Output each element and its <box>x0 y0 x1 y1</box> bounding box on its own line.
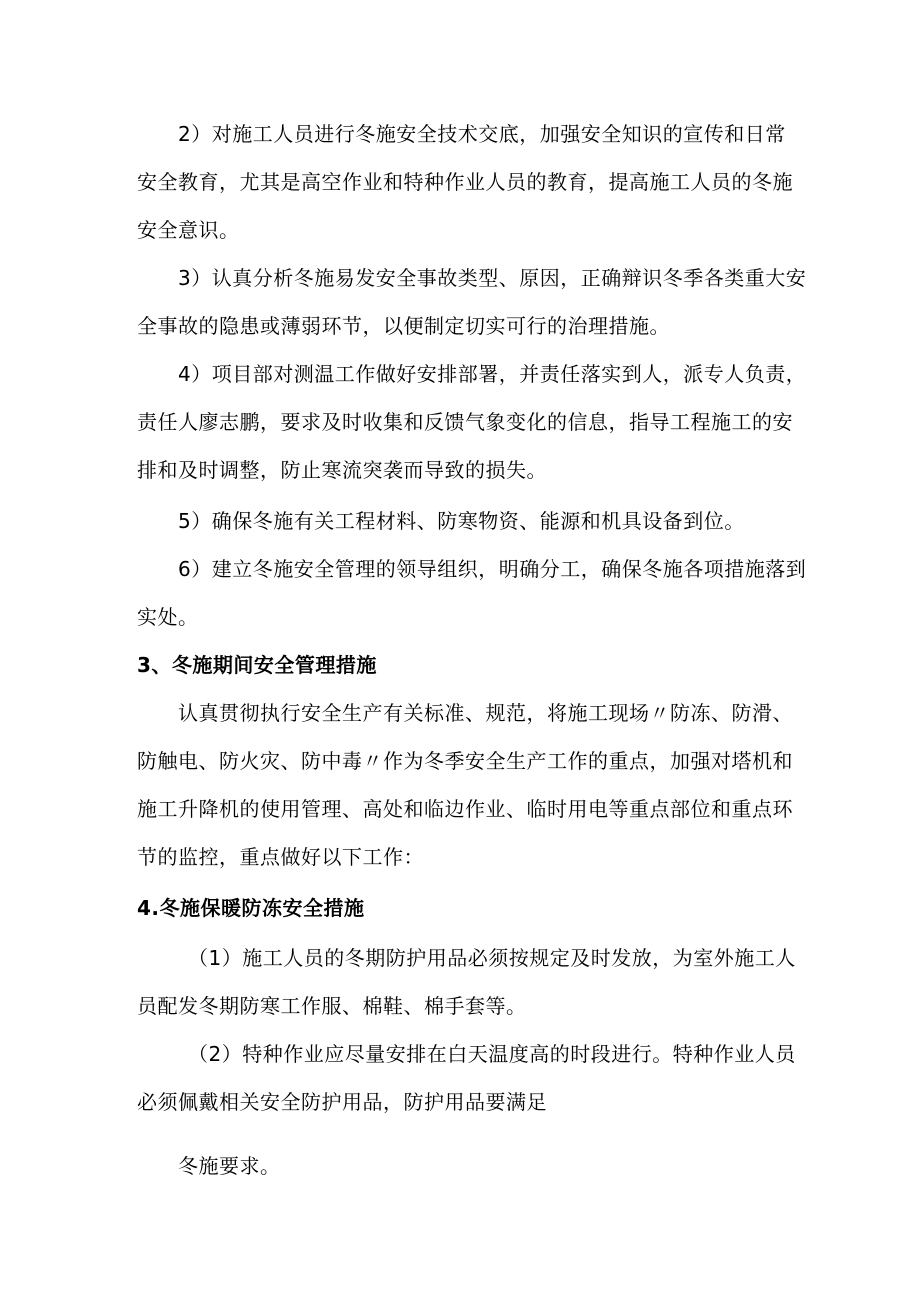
section3-heading: 3、冬施期间安全管理措施 <box>137 653 377 677</box>
item2-line2: 安全教育，尤其是高空作业和特种作业人员的教育，提高施工人员的冬施 <box>137 170 793 194</box>
section4-heading: 4.冬施保暖防冻安全措施 <box>137 896 365 920</box>
section4-item1-line1: （1）施工人员的冬期防护用品必须按规定及时发放，为室外施工人 <box>188 946 796 970</box>
item2-line1: 2）对施工人员进行冬施安全技术交底，加强安全知识的宣传和日常 <box>178 122 786 146</box>
item2-line3: 安全意识。 <box>137 218 240 242</box>
item5-line1: 5）确保冬施有关工程材料、防寒物资、能源和机具设备到位。 <box>178 509 745 533</box>
item4-line2: 责任人廖志鹏，要求及时收集和反馈气象变化的信息，指导工程施工的安 <box>137 410 793 434</box>
section3-line1: 认真贯彻执行安全生产有关标准、规范，将施工现场〃防冻、防滑、 <box>178 701 793 725</box>
section4-item2-line2: 必须佩戴相关安全防护用品，防护用品要满足 <box>137 1090 547 1114</box>
item6-line1: 6）建立冬施安全管理的领导组织，明确分工，确保冬施各项措施落到 <box>178 557 807 581</box>
item6-line2: 实处。 <box>137 605 199 629</box>
section4-item2-line1: （2）特种作业应尽量安排在白天温度高的时段进行。特种作业人员 <box>188 1042 796 1066</box>
section3-line2: 防触电、防火灾、防中毒〃作为冬季安全生产工作的重点，加强对塔机和 <box>137 749 793 773</box>
section3-line3: 施工升降机的使用管理、高处和临边作业、临时用电等重点部位和重点环 <box>137 797 793 821</box>
item3-line1: 3）认真分析冬施易发安全事故类型、原因，正确辩识冬季各类重大安 <box>178 266 807 290</box>
item3-line2: 全事故的隐患或薄弱环节，以便制定切实可行的治理措施。 <box>137 314 670 338</box>
section4-item2-line3: 冬施要求。 <box>178 1154 281 1178</box>
item4-line3: 排和及时调整，防止寒流突袭而导致的损失。 <box>137 458 547 482</box>
item4-line1: 4）项目部对测温工作做好安排部署，并责任落实到人，派专人负责， <box>178 362 807 386</box>
section3-line4: 节的监控，重点做好以下工作： <box>137 845 424 869</box>
section4-item1-line2: 员配发冬期防寒工作服、棉鞋、棉手套等。 <box>137 994 527 1018</box>
